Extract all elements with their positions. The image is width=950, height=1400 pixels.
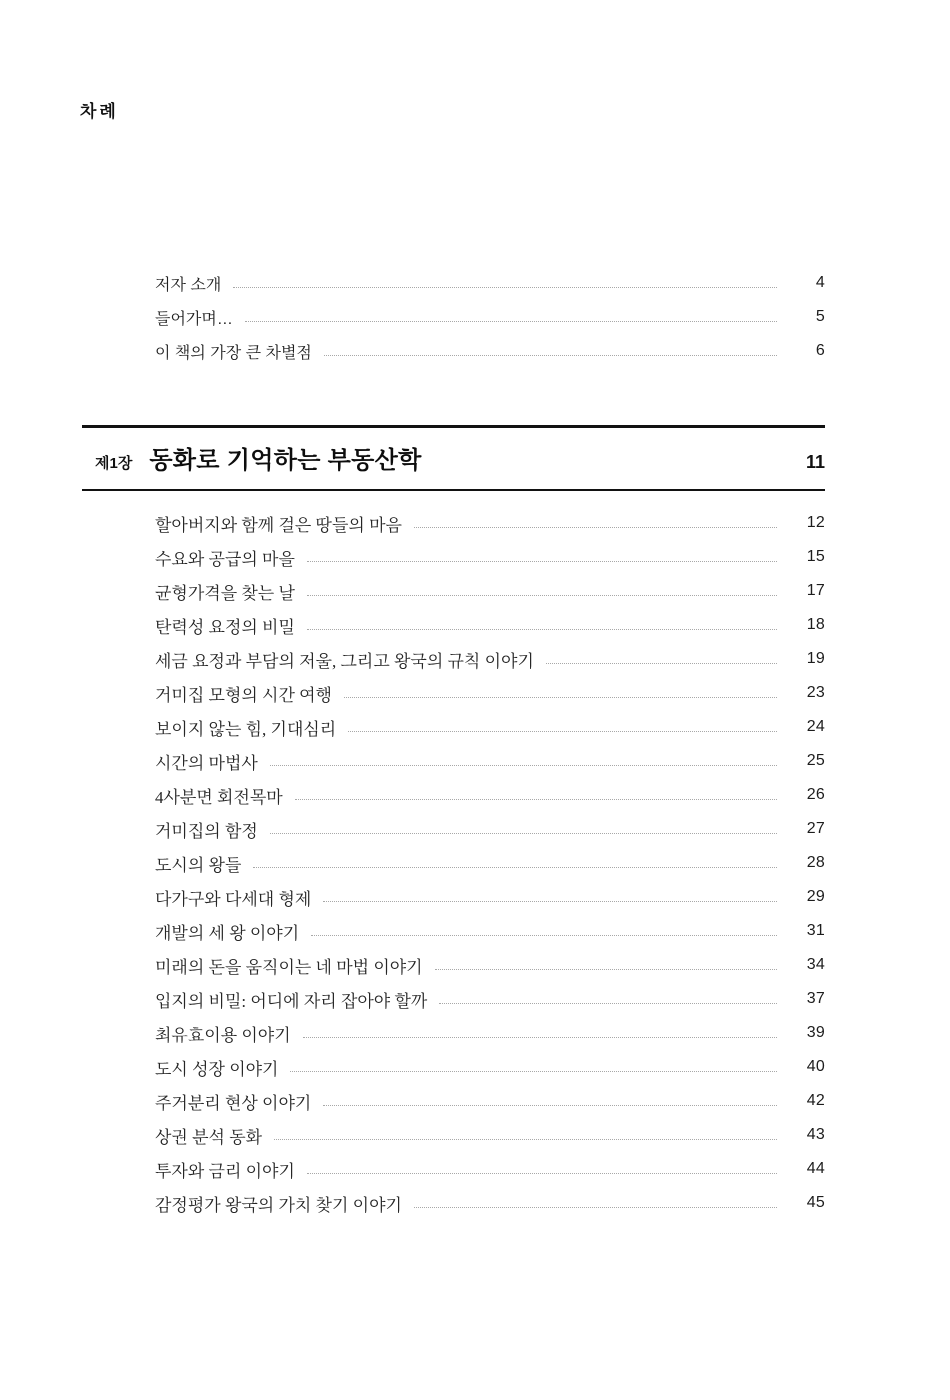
toc-entry: [155, 642, 825, 676]
toc-entry: [155, 1084, 825, 1118]
toc-entry-title: 주거분리 현상 이야기: [155, 1093, 312, 1113]
dotted-leader: [439, 1003, 777, 1004]
toc-entry-title: 수요와 공급의 마을: [155, 549, 295, 569]
toc-entry-page: 34: [806, 956, 825, 973]
dotted-leader: [307, 561, 777, 562]
dotted-leader: [307, 595, 777, 596]
toc-entry-title: 탄력성 요정의 비밀: [155, 617, 295, 637]
toc-heading: 차례: [80, 102, 119, 121]
toc-entry-title: 최유효이용 이야기: [155, 1025, 291, 1045]
toc-entry-title: 투자와 금리 이야기: [155, 1161, 295, 1181]
toc-entry-title: 다가구와 다세대 형제: [155, 889, 312, 909]
toc-entry-page: 40: [806, 1058, 825, 1075]
toc-entry-title: 보이지 않는 힘, 기대심리: [155, 719, 337, 739]
toc-entry: [155, 506, 825, 540]
dotted-leader: [290, 1071, 777, 1072]
dotted-leader: [348, 731, 777, 732]
dotted-leader: [295, 799, 777, 800]
toc-entry-title: 도시 성장 이야기: [155, 1059, 279, 1079]
toc-entry-title: 저자 소개: [155, 276, 222, 294]
toc-entry-title: 균형가격을 찾는 날: [155, 583, 295, 603]
toc-entry: [155, 710, 825, 744]
toc-entry-page: 37: [806, 990, 825, 1007]
toc-entry-title: 개발의 세 왕 이야기: [155, 923, 300, 943]
dotted-leader: [233, 287, 777, 288]
toc-entry: [155, 1016, 825, 1050]
toc-entry-title: 시간의 마법사: [155, 753, 258, 773]
toc-entry: [155, 744, 825, 778]
toc-entry-page: 17: [806, 582, 825, 599]
toc-entry: [155, 778, 825, 812]
dotted-leader: [270, 765, 777, 766]
toc-entry: [155, 540, 825, 574]
chapter-entries-list: [155, 506, 825, 1220]
dotted-leader: [435, 969, 777, 970]
toc-entry: [155, 1152, 825, 1186]
dotted-leader: [253, 867, 777, 868]
toc-entry-page: 18: [806, 616, 825, 633]
toc-entry: [155, 846, 825, 880]
dotted-leader: [323, 901, 777, 902]
dotted-leader: [311, 935, 777, 936]
toc-entry-title: 거미집 모형의 시간 여행: [155, 685, 332, 705]
toc-entry-title: 4사분면 회전목마: [155, 787, 283, 807]
toc-entry-page: 42: [806, 1092, 825, 1109]
toc-entry: [155, 914, 825, 948]
chapter-heading: [82, 425, 825, 491]
toc-entry-title: 이 책의 가장 큰 차별점: [155, 344, 312, 362]
toc-entry-page: 5: [815, 308, 825, 325]
toc-entry-page: 29: [806, 888, 825, 905]
toc-entry-title: 감정평가 왕국의 가치 찾기 이야기: [155, 1195, 402, 1215]
toc-entry-page: 28: [806, 854, 825, 871]
dotted-leader: [245, 321, 777, 322]
toc-entry-page: 6: [815, 342, 825, 359]
toc-entry-page: 4: [815, 274, 825, 291]
toc-entry-title: 상권 분석 동화: [155, 1127, 263, 1147]
toc-entry-title: 미래의 돈을 움직이는 네 마법 이야기: [155, 957, 423, 977]
toc-entry-page: 44: [806, 1160, 825, 1177]
toc-entry-page: 27: [806, 820, 825, 837]
toc-entry-page: 12: [806, 514, 825, 531]
toc-entry-page: 31: [806, 922, 825, 939]
dotted-leader: [324, 355, 777, 356]
toc-entry-title: 세금 요정과 부담의 저울, 그리고 왕국의 규칙 이야기: [155, 651, 534, 671]
toc-entry-page: 39: [806, 1024, 825, 1041]
toc-entry-page: 25: [806, 752, 825, 769]
toc-entry: [155, 574, 825, 608]
chapter-number-label: 제1장: [95, 455, 133, 472]
toc-entry-title: 할아버지와 함께 걸은 땅들의 마음: [155, 515, 402, 535]
toc-entry-page: 45: [806, 1194, 825, 1211]
toc-entry-title: 도시의 왕들: [155, 855, 242, 875]
dotted-leader: [414, 527, 777, 528]
toc-entry: [155, 608, 825, 642]
toc-entry-page: 24: [806, 718, 825, 735]
toc-entry: [155, 948, 825, 982]
dotted-leader: [270, 833, 777, 834]
toc-entry: [155, 880, 825, 914]
toc-entry: [155, 300, 825, 334]
toc-entry-page: 19: [806, 650, 825, 667]
toc-entry: [155, 1186, 825, 1220]
dotted-leader: [303, 1037, 777, 1038]
dotted-leader: [307, 1173, 777, 1174]
toc-entry: [155, 1050, 825, 1084]
toc-entry: [155, 1118, 825, 1152]
toc-entry-title: 입지의 비밀: 어디에 자리 잡아야 할까: [155, 991, 428, 1011]
toc-entry: [155, 812, 825, 846]
toc-entry-title: 거미집의 함정: [155, 821, 258, 841]
chapter-title: 동화로 기억하는 부동산학: [149, 447, 422, 474]
dotted-leader: [344, 697, 777, 698]
toc-entry: [155, 334, 825, 368]
dotted-leader: [546, 663, 777, 664]
chapter-page-number: 11: [805, 452, 825, 472]
toc-entry-page: 43: [806, 1126, 825, 1143]
toc-entry-page: 23: [806, 684, 825, 701]
dotted-leader: [307, 629, 777, 630]
toc-entry: [155, 266, 825, 300]
toc-entry-page: 15: [806, 548, 825, 565]
dotted-leader: [274, 1139, 777, 1140]
dotted-leader: [323, 1105, 777, 1106]
dotted-leader: [414, 1207, 777, 1208]
front-matter-list: [155, 266, 825, 368]
toc-entry: [155, 982, 825, 1016]
toc-entry-page: 26: [806, 786, 825, 803]
toc-entry-title: 들어가며…: [155, 310, 233, 328]
toc-entry: [155, 676, 825, 710]
